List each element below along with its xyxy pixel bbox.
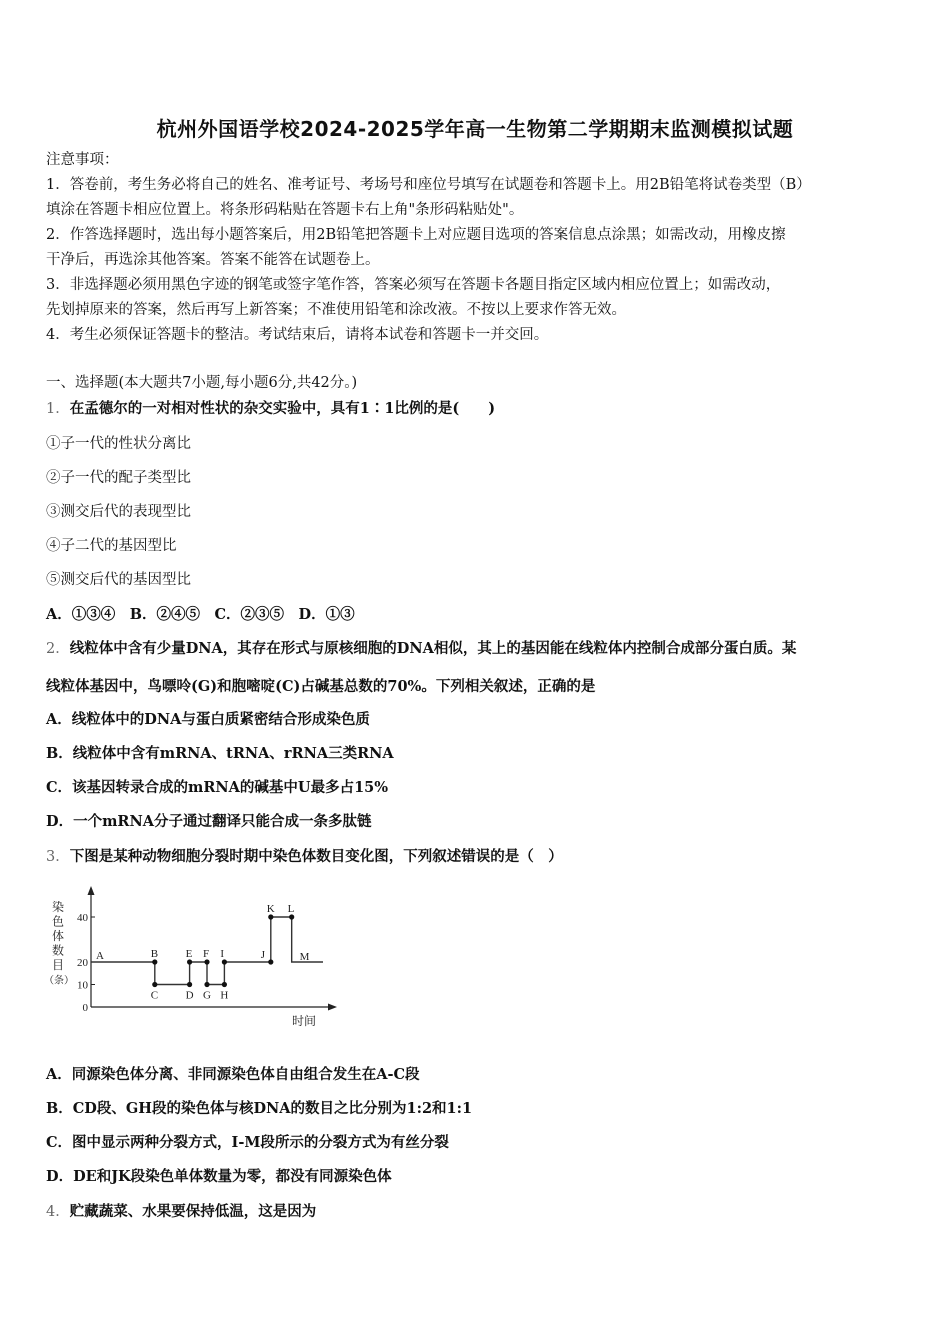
point-label: B: [150, 948, 159, 960]
q2-option: A．线粒体中的DNA与蛋白质紧密结合形成染色质: [46, 711, 370, 728]
question-number: 4．: [46, 1204, 70, 1220]
point-label: J: [260, 949, 266, 961]
q2-option: D．一个mRNA分子通过翻译只能合成一条多肽链: [46, 813, 372, 830]
point-label: F: [203, 948, 210, 960]
data-point: [268, 959, 273, 964]
data-point: [222, 982, 227, 987]
q1-item: ⑤测交后代的基因型比: [46, 572, 191, 588]
q3-option: C．图中显示两种分裂方式，I-M段所示的分裂方式为有丝分裂: [46, 1134, 449, 1151]
point-label: A: [96, 950, 104, 962]
y-label-char: （条）: [44, 975, 74, 987]
data-point: [152, 959, 157, 964]
point-label: K: [266, 903, 275, 915]
y-label-char: 色: [52, 914, 65, 929]
q1-item: ④子二代的基因型比: [46, 538, 177, 554]
notice-line: 2．作答选择题时，选出每小题答案后，用2B铅笔把答题卡上对应题目选项的答案信息点涂黑；如需改动，用橡皮擦: [46, 227, 786, 243]
data-point: [187, 959, 192, 964]
q3-option: D．DE和JK段染色单体数量为零，都没有同源染色体: [46, 1168, 392, 1185]
chromosome-count-chart: [44, 883, 344, 1033]
q1-options: A．①③④ B．②④⑤ C．②③⑤ D．①③: [46, 606, 355, 623]
point-label: H: [220, 989, 229, 1002]
point-label: G: [203, 989, 211, 1002]
data-point: [152, 982, 157, 987]
point-label: L: [287, 903, 295, 915]
data-point: [289, 914, 294, 919]
notice-line: 填涂在答题卡相应位置上。将条形码粘贴在答题卡右上角"条形码粘贴处"。: [46, 202, 524, 218]
y-axis-label: [44, 899, 74, 987]
data-point: [268, 914, 273, 919]
question-number: 1．: [46, 401, 70, 417]
y-tick-label: 40: [77, 912, 88, 924]
q2-option: C．该基因转录合成的mRNA的碱基中U最多占15%: [46, 779, 389, 796]
notice-line: 1．答卷前，考生务必将自己的姓名、准考证号、考场号和座位号填写在试题卷和答题卡上。用2B铅笔将试卷类型（B）: [46, 177, 811, 193]
point-label: C: [150, 989, 159, 1002]
question-4-stem: 4．贮藏蔬菜、水果要保持低温，这是因为: [46, 1203, 317, 1220]
y-tick-label: 10: [77, 979, 88, 992]
notice-line: 4．考生必须保证答题卡的整洁。考试结束后，请将本试卷和答题卡一并交回。: [46, 327, 549, 343]
question-number: 2．: [46, 641, 70, 657]
y-axis-arrow: [88, 886, 95, 895]
q1-item: ①子一代的性状分离比: [46, 436, 191, 452]
data-point: [222, 959, 227, 964]
data-point: [204, 959, 209, 964]
x-axis-arrow: [328, 1004, 337, 1011]
question-number: 3．: [46, 849, 70, 865]
section-heading: 一、选择题(本大题共7小题,每小题6分,共42分。): [46, 375, 358, 391]
q3-option: A．同源染色体分离、非同源染色体自由组合发生在A-C段: [46, 1066, 420, 1083]
point-label: I: [220, 948, 225, 960]
data-point: [187, 982, 192, 987]
question-2-stem: 2．线粒体中含有少量DNA，其存在形式与原核细胞的DNA相似，其上的基因能在线粒体内控制合成部分蛋白质。某: [46, 640, 797, 657]
q1-item: ③测交后代的表现型比: [46, 504, 191, 520]
page-title: 杭州外国语学校2024-2025学年高一生物第二学期期末监测模拟试题: [156, 117, 794, 141]
x-axis-label: 时间: [292, 1014, 317, 1028]
y-tick-label: 20: [77, 957, 88, 969]
notice-line: 干净后，再选涂其他答案。答案不能答在试题卷上。: [46, 252, 380, 268]
data-point: [204, 982, 209, 987]
question-2-stem-cont: 线粒体基因中，鸟嘌呤(G)和胞嘧啶(C)占碱基总数的70%。下列相关叙述，正确的是: [46, 678, 596, 695]
y-tick-label: 0: [82, 1002, 88, 1014]
q2-option: B．线粒体中含有mRNA、tRNA、rRNA三类RNA: [46, 745, 394, 762]
y-label-char: 数: [52, 943, 65, 958]
y-label-char: 体: [52, 929, 65, 943]
question-3-stem: 3．下图是某种动物细胞分裂时期中染色体数目变化图，下列叙述错误的是（ ）: [46, 848, 563, 865]
question-1-stem: 1．在孟德尔的一对相对性状的杂交实验中，具有1∶1比例的是( ): [46, 400, 496, 417]
y-label-char: 目: [52, 958, 65, 972]
notice-line: 先划掉原来的答案，然后再写上新答案；不准使用铅笔和涂改液。不按以上要求作答无效。: [46, 302, 626, 318]
point-label: E: [185, 948, 193, 960]
q3-option: B．CD段、GH段的染色体与核DNA的数目之比分别为1:2和1:1: [46, 1100, 473, 1117]
notice-line: 3．非选择题必须用黑色字迹的钢笔或签字笔作答，答案必须写在答题卡各题目指定区域内相应位置上；如需改动，: [46, 277, 781, 293]
y-label-char: 染: [52, 900, 65, 914]
point-label: D: [185, 989, 194, 1002]
notice-heading: 注意事项：: [46, 152, 119, 168]
point-label: M: [299, 951, 310, 963]
q1-item: ②子一代的配子类型比: [46, 470, 191, 486]
